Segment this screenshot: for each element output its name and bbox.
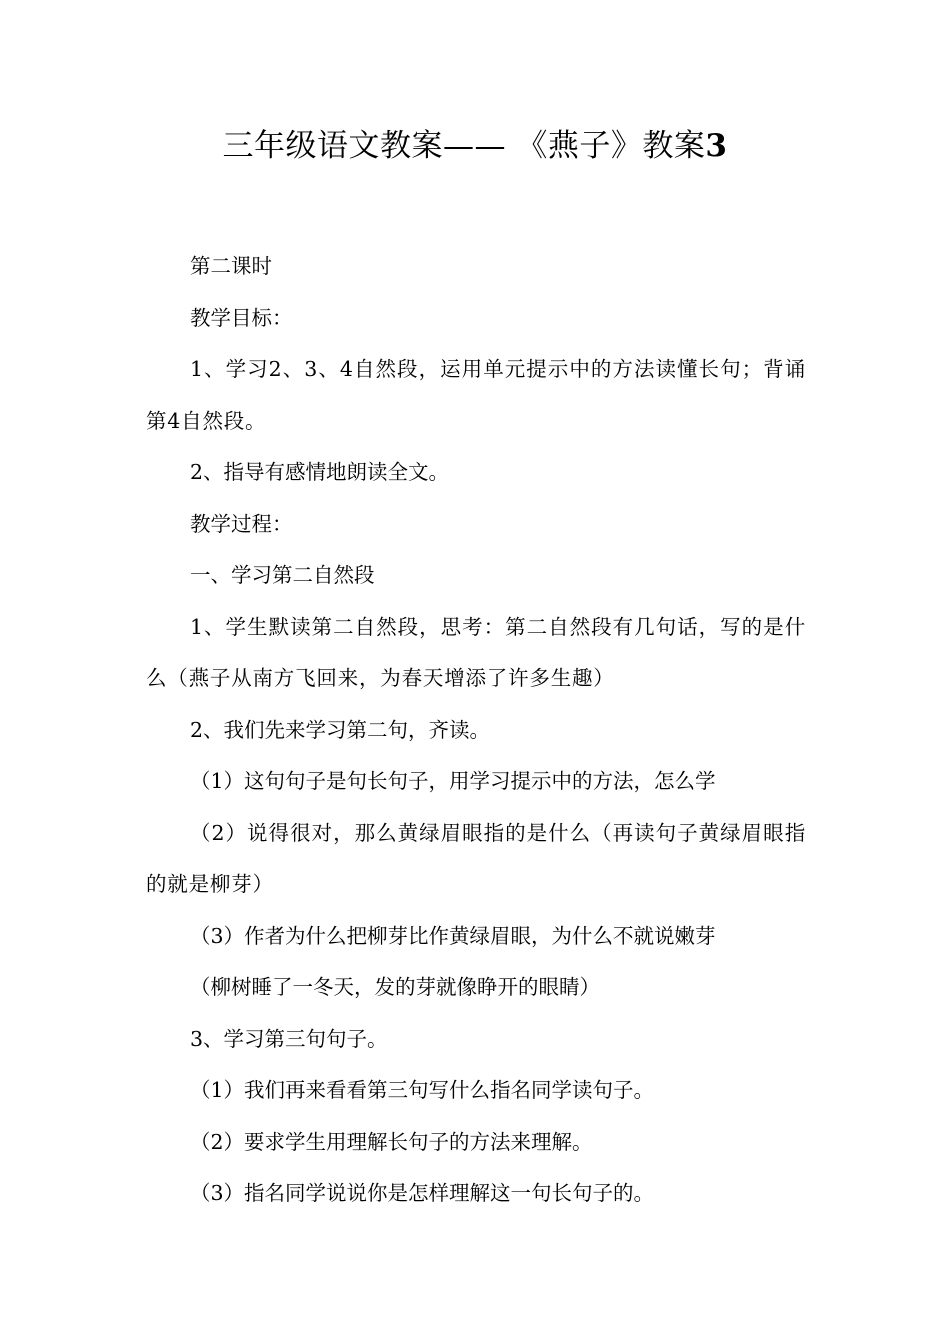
title-main: 三年级语文教案—— [222, 128, 507, 164]
paragraph-lesson-period: 第二课时 [190, 254, 272, 278]
document-title [0, 122, 950, 170]
paragraph-process-heading: 教学过程： [190, 511, 293, 536]
paragraph-step-2-1: （1）这句句子是句长句子，用学习提示中的方法，怎么学 [190, 769, 716, 793]
title-rest: 《燕子》教案 [516, 128, 706, 164]
paragraph-goal-2: 2、指导有感情地朗读全文。 [190, 460, 450, 484]
paragraph-step-2-3-answer: （柳树睡了一冬天，发的芽就像睁开的眼睛） [190, 975, 600, 999]
paragraph-step-2-2: （2）说得很对，那么黄绿眉眼指的是什么（再读句子黄绿眉眼指的就是柳芽） [146, 820, 806, 896]
paragraph-teaching-goals-heading: 教学目标： [190, 305, 293, 330]
paragraph-step-3: 3、学习第三句句子。 [190, 1026, 388, 1051]
paragraph-step-2: 2、我们先来学习第二句，齐读。 [190, 717, 491, 742]
paragraph-section-1: 一、学习第二自然段 [190, 563, 375, 587]
paragraph-step-3-2: （2）要求学生用理解长句子的方法来理解。 [190, 1129, 593, 1154]
document-body [146, 241, 806, 1220]
paragraph-step-3-3: （3）指名同学说说你是怎样理解这一句长句子的。 [190, 1181, 655, 1205]
paragraph-step-3-1: （1）我们再来看看第三句写什么指名同学读句子。 [190, 1078, 655, 1102]
paragraph-step-1: 1、学生默读第二自然段，思考：第二自然段有几句话，写的是什么（燕子从南方飞回来，为春天增添了许多生趣） [146, 614, 806, 690]
paragraph-step-2-3: （3）作者为什么把柳芽比作黄绿眉眼，为什么不就说嫩芽 [190, 923, 716, 948]
paragraph-goal-1: 1、学习2、3、4自然段，运用单元提示中的方法读懂长句；背诵第4自然段。 [146, 357, 806, 433]
title-number: 3 [705, 128, 728, 164]
